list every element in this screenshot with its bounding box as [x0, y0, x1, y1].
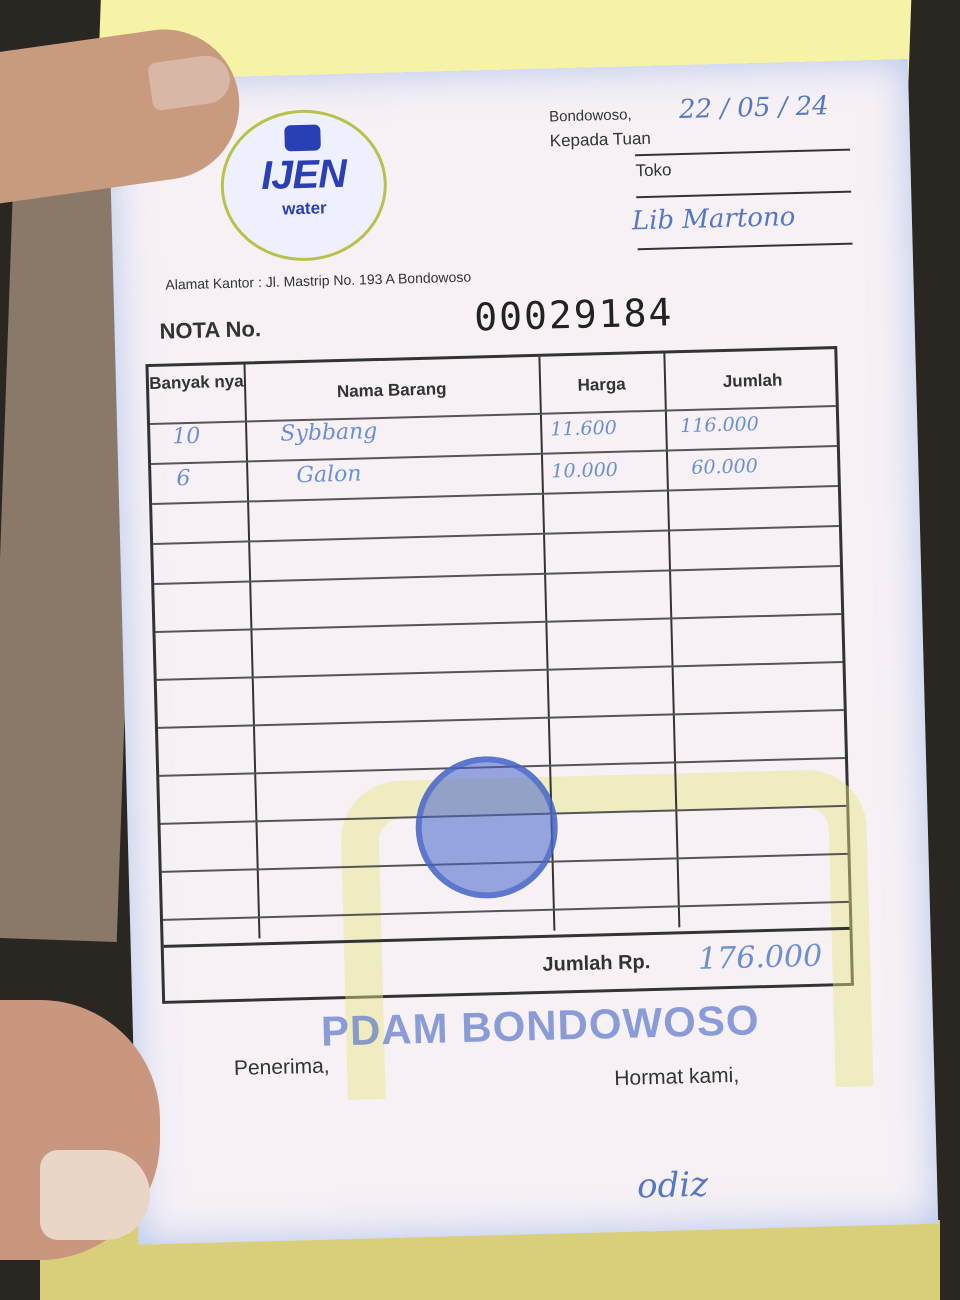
stamp-text: PDAM BONDOWOSO	[320, 996, 761, 1055]
col-divider	[243, 364, 260, 938]
shop-line	[636, 191, 851, 199]
items-table	[145, 346, 854, 1055]
fingernail-bottom	[40, 1150, 150, 1240]
shop-label: Toko	[635, 160, 672, 181]
customer-handwritten: Lib Martono	[631, 202, 796, 237]
nota-label: NOTA No.	[159, 316, 262, 344]
total-label: Jumlah Rp.	[542, 951, 651, 976]
row2-item: Galon	[296, 461, 362, 489]
logo-brand: IJEN	[260, 151, 347, 199]
row2-price: 10.000	[551, 458, 619, 483]
row-divider	[158, 709, 844, 729]
total-value: 176.000	[697, 938, 823, 977]
logo-sub: water	[281, 198, 327, 219]
to-label: Kepada Tuan	[549, 128, 652, 151]
header-item: Nama Barang	[336, 379, 447, 402]
logo-emblem-icon	[284, 124, 321, 151]
row1-item: Sybbang	[280, 419, 378, 447]
signature: odiz	[636, 1164, 709, 1207]
row-divider	[157, 661, 843, 681]
to-line	[635, 149, 850, 157]
receiver-label: Penerima,	[233, 1054, 330, 1081]
row2-qty: 6	[176, 465, 191, 492]
ijen-water-logo	[219, 108, 389, 263]
receipt-paper	[108, 59, 938, 1245]
header-qty: Banyak nya	[148, 371, 244, 394]
city-label: Bondowoso,	[548, 106, 632, 126]
office-address: Alamat Kantor : Jl. Mastrip No. 193 A Bondowoso	[165, 268, 472, 293]
row1-qty: 10	[172, 423, 201, 450]
row-divider	[154, 565, 840, 585]
nota-number: 00029184	[473, 290, 674, 340]
sender-label: Hormat kami,	[614, 1063, 740, 1091]
row-divider	[152, 485, 838, 505]
row1-amount: 116.000	[679, 413, 760, 438]
header-price: Harga	[577, 374, 626, 395]
customer-line	[638, 243, 853, 251]
header-amount: Jumlah	[722, 370, 783, 392]
row1-price: 11.600	[550, 416, 618, 441]
row-divider	[153, 525, 839, 545]
date-handwritten: 22 / 05 / 24	[678, 91, 830, 126]
row-divider	[155, 613, 841, 633]
row2-amount: 60.000	[691, 455, 759, 479]
